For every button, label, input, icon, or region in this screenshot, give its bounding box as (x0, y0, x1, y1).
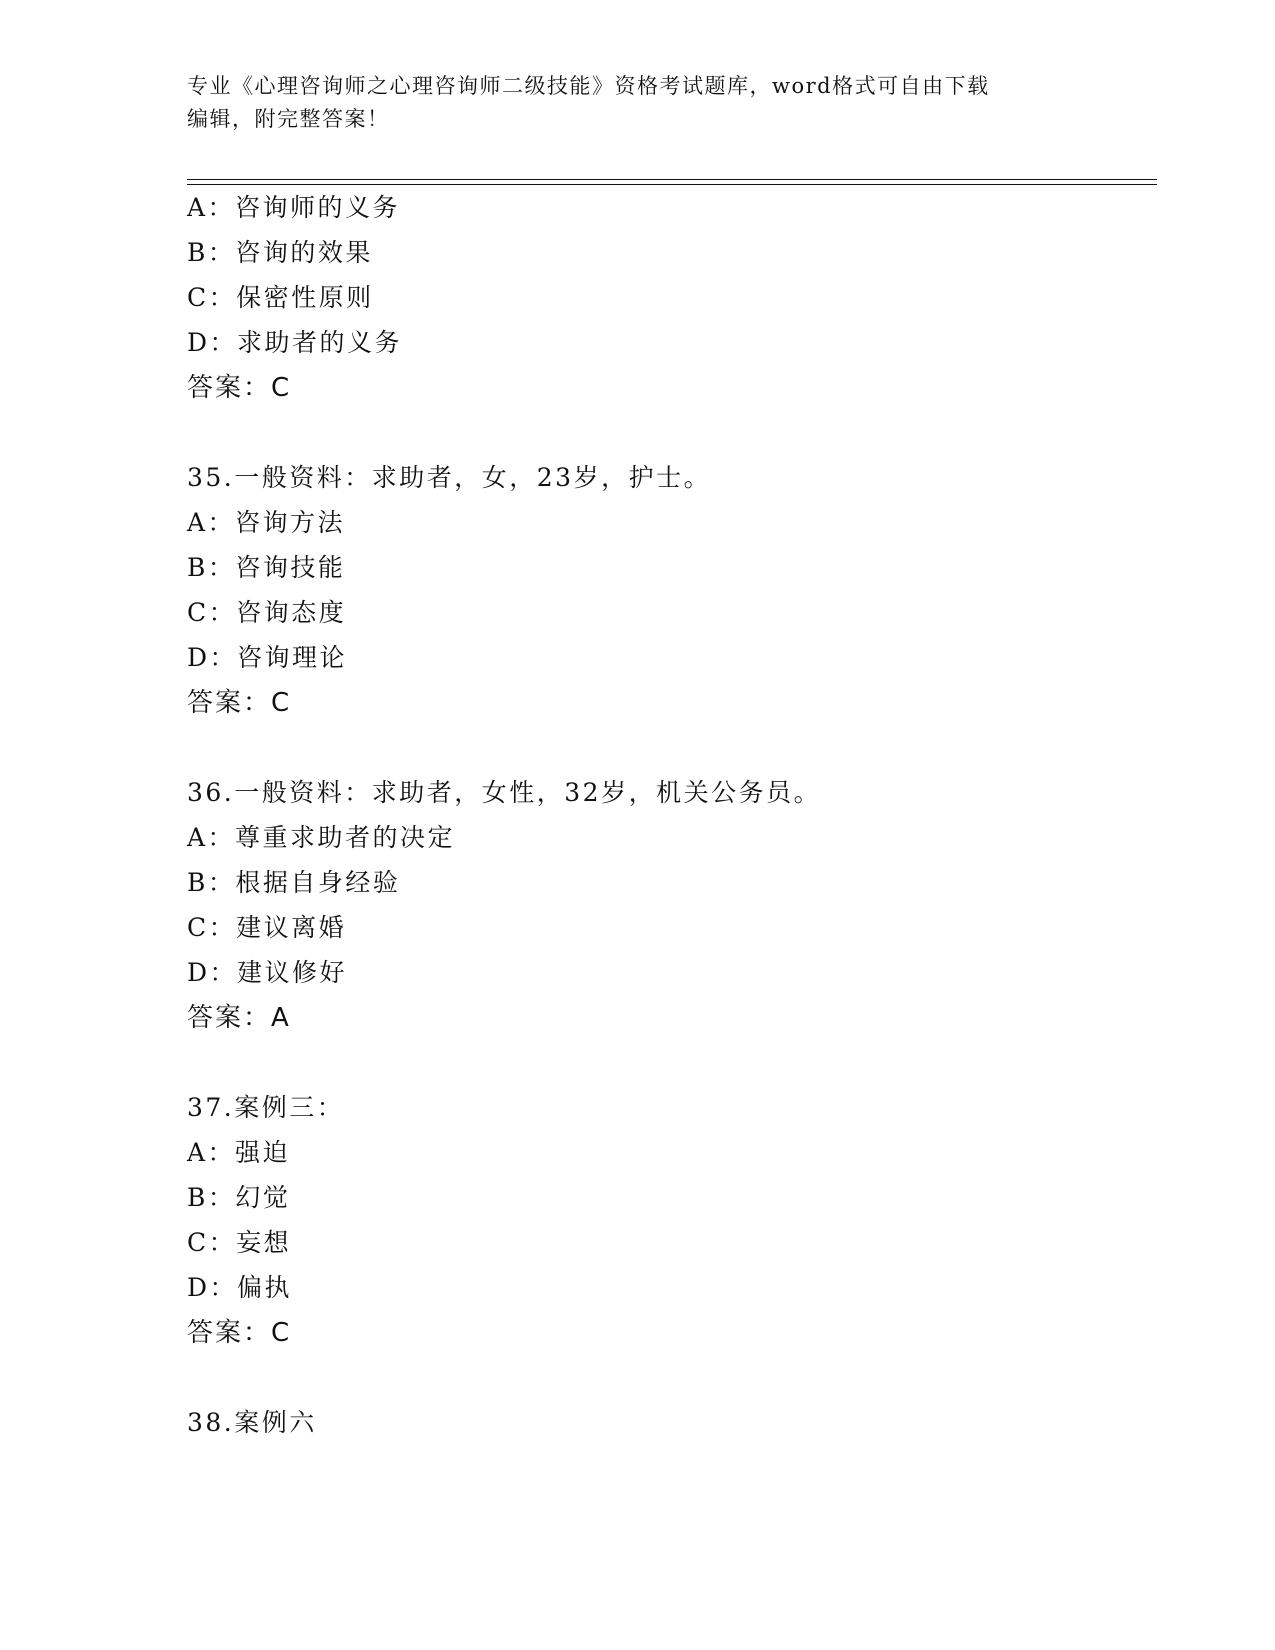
option-b: B：根据自身经验 (187, 868, 401, 897)
answer-line: 答案：C (187, 688, 292, 718)
option-d: D：咨询理论 (187, 643, 348, 672)
option-c: C：妄想 (187, 1228, 292, 1257)
option-a: A：强迫 (187, 1138, 291, 1167)
answer-line: 答案：C (187, 1318, 292, 1348)
option-a: A：尊重求助者的决定 (187, 823, 456, 852)
option-b: B：咨询的效果 (187, 238, 373, 267)
option-c: C：保密性原则 (187, 283, 374, 312)
question-36: 36.一般资料：求助者，女性，32岁，机关公务员。 (187, 778, 822, 807)
header-line-1: 专业《心理咨询师之心理咨询师二级技能》资格考试题库，word格式可自由下载 (187, 74, 990, 98)
option-a: A：咨询方法 (187, 508, 346, 537)
question-35: 35.一般资料：求助者，女，23岁，护士。 (187, 463, 712, 492)
header-line-2: 编辑，附完整答案！ (187, 107, 390, 131)
option-a: A：咨询师的义务 (187, 193, 401, 222)
option-b: B：幻觉 (187, 1183, 291, 1212)
answer-line: 答案：A (187, 1003, 291, 1033)
option-c: C：咨询态度 (187, 598, 347, 627)
option-d: D：建议修好 (187, 958, 348, 987)
option-b: B：咨询技能 (187, 553, 346, 582)
answer-line: 答案：C (187, 373, 292, 403)
header-divider-top (187, 179, 1157, 180)
document-header (187, 70, 1087, 136)
question-38: 38.案例六 (187, 1408, 317, 1437)
header-divider-bottom (187, 184, 1157, 185)
option-c: C：建议离婚 (187, 913, 347, 942)
option-d: D：求助者的义务 (187, 328, 403, 357)
option-d: D：偏执 (187, 1273, 293, 1302)
question-37: 37.案例三： (187, 1093, 345, 1122)
